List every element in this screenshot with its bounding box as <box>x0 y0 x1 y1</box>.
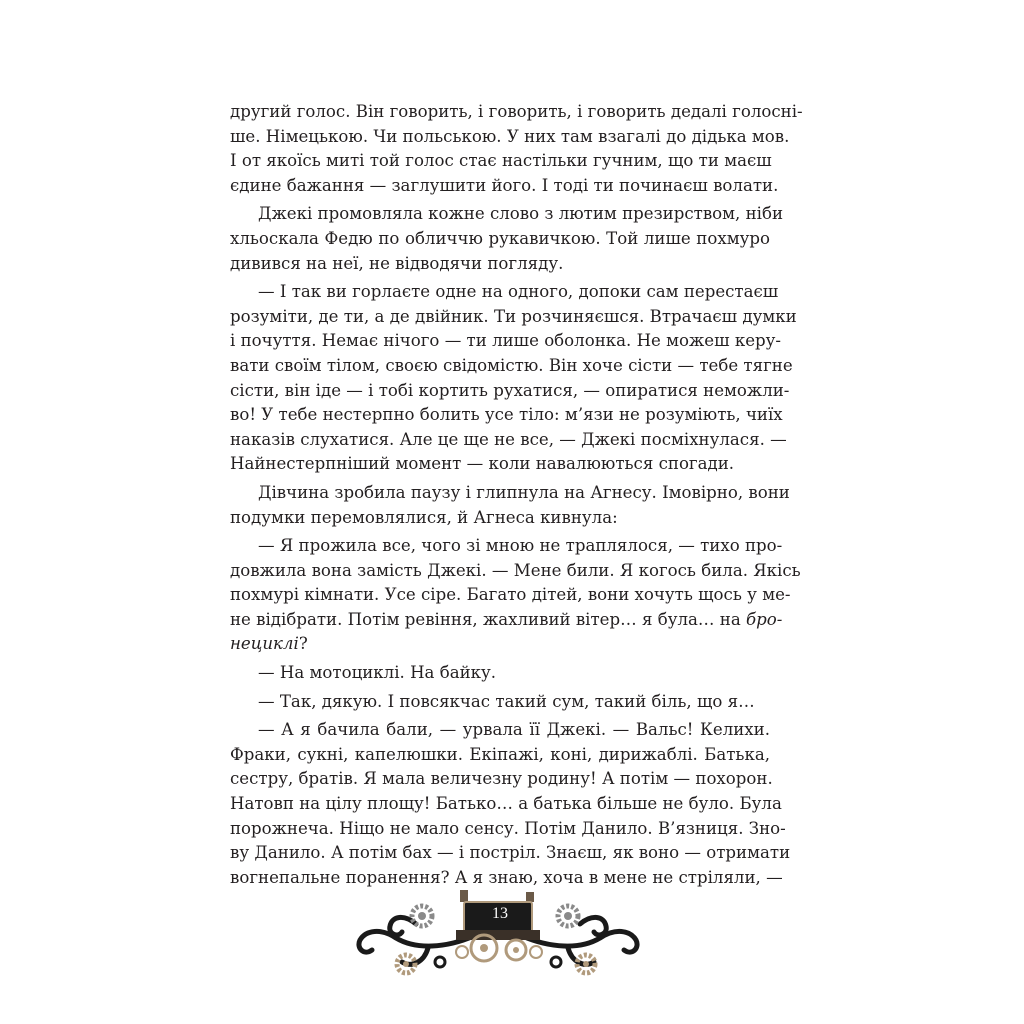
text-line: — Я прожила все, чого зі мною не траплялося, — тихо про- <box>258 536 783 556</box>
paragraph <box>230 280 797 477</box>
text-line: сісти, він іде — і тобі кортить рухатися, — опиратися неможли- <box>230 380 790 400</box>
italic-word: нециклі <box>230 634 299 654</box>
text-line <box>230 632 770 657</box>
text-line: хльоскала Федю по обличчю рукавичкою. Той лише похмуро <box>230 228 770 248</box>
text-line: вати своїм тілом, своєю свідомістю. Він хоче сісти — тебе тягне <box>230 355 793 375</box>
text-line: І от якоїсь миті той голос стає настільки гучним, що ти маєш <box>230 151 772 171</box>
text-line: сестру, братів. Я мала величезну родину! А потім — похорон. <box>230 769 773 789</box>
paragraph <box>230 661 770 686</box>
text-line: во! У тебе нестерпно болить усе тіло: м’язи не розуміють, чиїх <box>230 405 783 425</box>
text-line: порожнеча. Ніщо не мало сенсу. Потім Данило. В’язниця. Зно- <box>230 818 786 838</box>
paragraph <box>230 100 803 198</box>
text-line: ше. Німецькою. Чи польською. У них там взагалі до дідька мов. <box>230 126 790 146</box>
text-line-tail: ? <box>298 634 308 654</box>
text-line: Натовп на цілу площу! Батько… а батька більше не було. Була <box>230 794 782 814</box>
italic-word: бро- <box>746 609 783 629</box>
text-line: дивився на неї, не відводячи погляду. <box>230 253 564 273</box>
text-line: ву Данило. А потім бах — і постріл. Знаєш, як воно — отримати <box>230 843 791 863</box>
body-text <box>230 100 803 890</box>
text-line: — І так ви горлаєте одне на одного, допоки сам перестаєш <box>258 282 779 302</box>
text-line: подумки перемовлялися, й Агнеса кивнула: <box>230 507 618 527</box>
text-line: єдине бажання — заглушити його. І тоді ти починаєш волати. <box>230 175 779 195</box>
text-line: розуміти, де ти, а де двійник. Ти розчиняєшся. Втрачаєш думки <box>230 306 797 326</box>
locomotive-ornament-icon <box>356 888 640 988</box>
text-line: Дівчина зробила паузу і глипнула на Агнесу. Імовірно, вони <box>258 482 790 502</box>
text-line: — На мотоциклі. На байку. <box>258 663 497 683</box>
text-line: — А я бачила бали, — урвала її Джекі. — Вальс! Келихи. <box>258 720 770 740</box>
text-line: похмурі кімнати. Усе сіре. Багато дітей, вони хочуть щось у ме- <box>230 585 791 605</box>
text-line-roman: не відібрати. Потім ревіння, жахливий вітер… я була… на <box>230 609 747 629</box>
text-line: довжила вона замість Джекі. — Мене били. Я когось била. Якісь <box>230 560 801 580</box>
paragraph <box>230 202 784 276</box>
page-number: 13 <box>492 905 508 922</box>
text-line <box>230 608 783 633</box>
text-line: — Так, дякую. І повсякчас такий сум, такий біль, що я… <box>258 691 755 711</box>
locomotive-icon <box>456 890 542 961</box>
paragraph <box>230 534 801 657</box>
text-line: наказів слухатися. Але це ще не все, — Джекі посміхнулася. — <box>230 429 787 449</box>
text-line: Найнестерпніший момент — коли навалюються спогади. <box>230 454 735 474</box>
paragraph <box>230 718 791 890</box>
text-line: другий голос. Він говорить, і говорить, і говорить дедалі голосні- <box>230 102 803 121</box>
paragraph <box>230 690 770 715</box>
text-line: вогнепальне поранення? А я знаю, хоча в мене не стріляли, — <box>230 867 783 887</box>
text-line: і почуття. Немає нічого — ти лише оболонка. Не можеш керу- <box>230 331 782 351</box>
text-line: Джекі промовляла кожне слово з лютим презирством, ніби <box>258 204 784 224</box>
text-line: Фраки, сукні, капелюшки. Екіпажі, коні, дирижаблі. Батька, <box>230 744 770 764</box>
paragraph <box>230 481 790 530</box>
